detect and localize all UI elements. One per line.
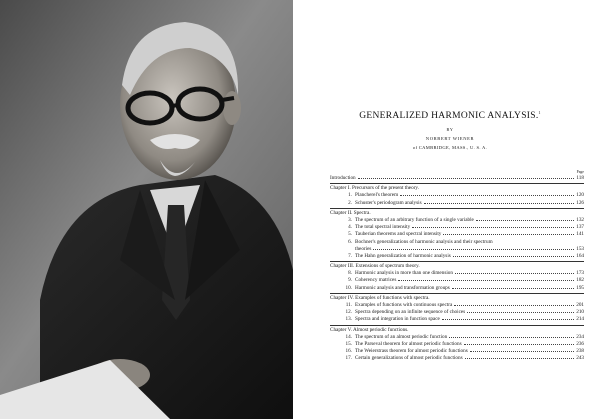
- toc-entry-text: The spectrum of an almost periodic function: [355, 333, 448, 340]
- toc-entry-number: 13.: [345, 316, 352, 323]
- toc-entry-text: Chapter V. Almost periodic functions.: [330, 326, 409, 333]
- toc-introduction: [330, 175, 584, 182]
- portrait-photo: [0, 0, 293, 419]
- toc-entry-label: [342, 217, 474, 224]
- toc-entry-label: [342, 224, 410, 231]
- toc-entry-number: 10.: [345, 284, 352, 291]
- toc-leader-dots: [455, 273, 574, 274]
- toc-entry-text: Spectra and integration in function space: [355, 316, 440, 323]
- toc-leader-dots: [449, 337, 574, 338]
- toc-leader-dots: [443, 234, 574, 235]
- toc-entry-number: 9.: [348, 277, 352, 284]
- toc-entry-number: 1.: [348, 192, 352, 199]
- toc-chapter-heading: [330, 295, 584, 302]
- toc-chapter-heading: [330, 185, 584, 192]
- toc-entry: [330, 231, 584, 238]
- toc-entry-text: Plancherel's theorem: [355, 192, 399, 199]
- toc-entry-number: 7.: [348, 252, 352, 259]
- toc-entry: [330, 217, 584, 224]
- toc-entry-number: 15.: [345, 340, 352, 347]
- toc-entry-number: 4.: [348, 224, 352, 231]
- toc-page-number: 126: [576, 199, 584, 206]
- toc-leader-dots: [442, 319, 574, 320]
- toc-page-number: 234: [576, 333, 584, 340]
- toc-entry-text: Chapter II. Spectra.: [330, 209, 371, 216]
- toc-page-number: 214: [576, 316, 584, 323]
- toc-entry-label: [342, 253, 451, 260]
- toc-entry-number: 2.: [348, 199, 352, 206]
- toc-page-number: 118: [576, 175, 584, 181]
- toc-entry-label: [342, 270, 453, 277]
- toc-chapter-heading: [330, 263, 584, 270]
- toc-entry-text: The Hahn generalization of harmonic analysis: [355, 252, 451, 259]
- toc-entry-text: theories: [355, 245, 372, 252]
- toc-entry-label: [330, 263, 420, 270]
- toc-entry: [330, 253, 584, 260]
- toc-entry-text: Tauberian theorems and spectral intensity: [355, 231, 442, 238]
- toc-leader-dots: [465, 358, 574, 359]
- toc-page-number: 201: [576, 302, 584, 308]
- footnote-mark: 1: [538, 110, 541, 115]
- toc-leader-dots: [373, 249, 574, 250]
- toc-leader-dots: [467, 312, 574, 313]
- document-title: GENERALIZED HARMONIC ANALYSIS.$^1$: [359, 110, 541, 122]
- toc-entry-label: [342, 285, 450, 292]
- toc-leader-dots: [454, 305, 574, 306]
- toc-leader-dots: [470, 351, 574, 352]
- toc-entry-text: Introduction: [330, 175, 356, 181]
- toc-entry-label: [330, 327, 408, 334]
- toc-leader-dots: [476, 220, 574, 221]
- toc-entry-text: The Weierstrass theorem for almost periodic functions: [355, 348, 468, 355]
- toc-leader-dots: [398, 280, 574, 281]
- toc-entry-text: Chapter IV. Examples of functions with spectra.: [330, 294, 430, 301]
- toc-entry-number: 8.: [348, 270, 352, 277]
- toc-entry: [330, 239, 584, 246]
- toc-divider: [330, 325, 584, 326]
- toc-entry-number: 5.: [348, 231, 352, 238]
- toc-entry-text: The total spectral intensity: [355, 224, 411, 231]
- toc-entry-text: Examples of functions with continuous spectra: [355, 302, 453, 308]
- toc-page-number: 238: [576, 348, 584, 355]
- byline-by: BY: [446, 127, 454, 132]
- toc-entry-label: [342, 355, 463, 362]
- toc-entry-number: 12.: [345, 309, 352, 316]
- toc-entry-number: 3.: [348, 216, 352, 223]
- toc-entry-text: The spectrum of an arbitrary function of a single variable: [355, 216, 474, 223]
- toc-entry-number: 6.: [348, 238, 352, 245]
- toc-entry-label: [330, 295, 430, 302]
- portrait-illustration: [0, 0, 293, 419]
- toc-leader-dots: [424, 203, 574, 204]
- toc-entry-text: Harmonic analysis in more than one dimension: [355, 270, 453, 277]
- toc-leader-dots: [358, 178, 574, 179]
- toc-entry: [330, 246, 584, 253]
- toc-entry-text: Chapter I. Precursors of the present theory.: [330, 185, 419, 192]
- author-affiliation: of CAMBRIDGE, MASS., U. S. A.: [412, 145, 488, 150]
- toc-entry: [330, 316, 584, 323]
- document-page: [300, 0, 600, 419]
- toc-page-number: 195: [576, 284, 584, 291]
- toc-entry-number: 14.: [345, 333, 352, 340]
- toc-entry-text: The Parseval theorem for almost periodic functions: [355, 340, 462, 347]
- toc-entry-label: [355, 246, 371, 253]
- toc-entry-number: 16.: [345, 348, 352, 355]
- toc-page-number: 243: [576, 355, 584, 362]
- ear: [223, 91, 241, 125]
- toc-page-number: 182: [576, 277, 584, 284]
- toc-page-number: 173: [576, 270, 584, 277]
- toc-page-number: 210: [576, 309, 584, 316]
- toc-entry: [330, 277, 584, 284]
- toc-entry: [330, 285, 584, 292]
- toc-page-number: 153: [576, 245, 584, 252]
- toc-entry-number: 11.: [345, 302, 352, 308]
- toc-entry-label: [342, 200, 422, 207]
- toc-entry-text: Coherency matrices: [355, 277, 397, 284]
- toc-entry-label: [342, 239, 493, 246]
- toc-leader-dots: [453, 256, 574, 257]
- toc-page-number: 120: [576, 192, 584, 199]
- toc-leader-dots: [400, 195, 574, 196]
- toc-entry-text: Chapter III. Extensions of spectrum theory.: [330, 263, 420, 270]
- toc-entry-label: [342, 231, 441, 238]
- toc-page-number: 164: [576, 252, 584, 259]
- toc-entry-label: [330, 210, 371, 217]
- toc-entry: [330, 355, 584, 362]
- toc-entry-text: Spectra depending on an infinite sequence of choices: [355, 309, 466, 316]
- toc-page-number: 141: [576, 231, 584, 238]
- toc-divider: [330, 261, 584, 262]
- table-of-contents: [330, 170, 584, 363]
- toc-chapter-heading: [330, 327, 584, 334]
- toc-entry-label: [342, 316, 440, 323]
- toc-entry-text: Certain generalizations of almost periodic functions: [355, 355, 463, 362]
- toc-entry-label: [342, 192, 398, 199]
- toc-entry-text: Bochner's generalizations of harmonic analysis and their spectrum: [355, 238, 493, 245]
- toc-divider: [330, 293, 584, 294]
- toc-entry: [330, 192, 584, 199]
- toc-entry: [330, 270, 584, 277]
- toc-entry-label: [342, 334, 447, 341]
- toc-entry-text: Schuster's periodogram analysis: [355, 199, 422, 206]
- toc-page-number: 236: [576, 340, 584, 347]
- toc-leader-dots: [412, 227, 574, 228]
- toc-entry: [330, 200, 584, 207]
- toc-entry-label: [330, 175, 356, 182]
- toc-divider: [330, 208, 584, 209]
- toc-entry: [330, 224, 584, 231]
- toc-page-number: 132: [576, 216, 584, 223]
- toc-entry-number: 17.: [345, 355, 352, 362]
- toc-page-number: 137: [576, 224, 584, 231]
- toc-entry-label: [342, 277, 396, 284]
- toc-leader-dots: [452, 288, 574, 289]
- author-name: NORBERT WIENER: [425, 136, 475, 141]
- toc-entry-text: Harmonic analysis and transformation groups: [355, 284, 450, 291]
- toc-entry-label: [330, 185, 419, 192]
- toc-leader-dots: [464, 344, 574, 345]
- toc-chapter-heading: [330, 210, 584, 217]
- page-column-header: Page: [576, 170, 584, 174]
- toc-entry: [330, 334, 584, 341]
